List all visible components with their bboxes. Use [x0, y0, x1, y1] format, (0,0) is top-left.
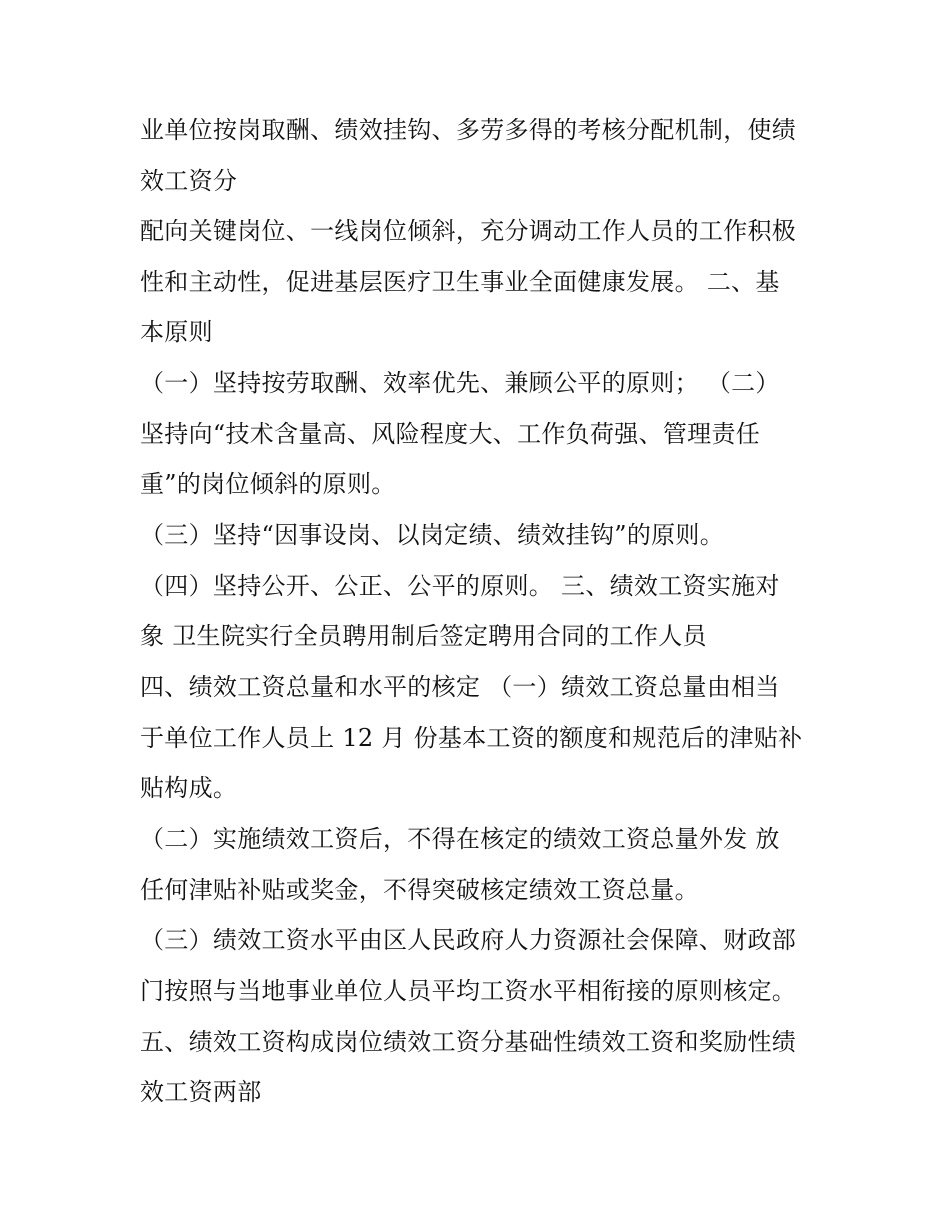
text-line: 坚持向“技术含量高、风险程度大、工作负荷强、管理责任 [140, 420, 761, 448]
text-line: 配向关键岗位、一线岗位倾斜，充分调动工作人员的工作积极 [140, 217, 797, 245]
text-line: 贴构成。 [140, 774, 238, 802]
text-line: 效工资两部 [140, 1078, 262, 1106]
text-line: 五、绩效工资构成岗位绩效工资分基础性绩效工资和奖励性绩 [140, 1028, 797, 1056]
text-line: 效工资分 [140, 167, 238, 195]
text-line: 任何津贴补贴或奖金，不得突破核定绩效工资总量。 [140, 876, 699, 904]
text-line: 象 卫生院实行全员聘用制后签定聘用合同的工作人员 [140, 622, 707, 650]
text-line: 本原则 [140, 318, 213, 346]
text-line: （一）坚持按劳取酬、效率优先、兼顾公平的原则； （二） [140, 369, 780, 397]
text-line: 于单位工作人员上 12 月 份基本工资的额度和规范后的津贴补 [140, 724, 803, 752]
text-line: （三）绩效工资水平由区人民政府人力资源社会保障、财政部 [140, 926, 797, 954]
text-line: （二）实施绩效工资后，不得在核定的绩效工资总量外发 放 [140, 825, 780, 853]
text-line: 四、绩效工资总量和水平的核定 （一）绩效工资总量由相当 [140, 673, 780, 701]
text-line: 业单位按岗取酬、绩效挂钩、多劳多得的考核分配机制，使绩 [140, 116, 797, 144]
text-line: （四）坚持公开、公正、公平的原则。 三、绩效工资实施对 [140, 572, 780, 600]
text-line: 重”的岗位倾斜的原则。 [140, 470, 396, 498]
text-line: 门按照与当地事业单位人员平均工资水平相衔接的原则核定。 [140, 977, 797, 1005]
text-line: 性和主动性，促进基层医疗卫生事业全面健康发展。 二、基 [140, 268, 780, 296]
text-line: （三）坚持“因事设岗、以岗定绩、绩效挂钩”的原则。 [140, 521, 725, 549]
